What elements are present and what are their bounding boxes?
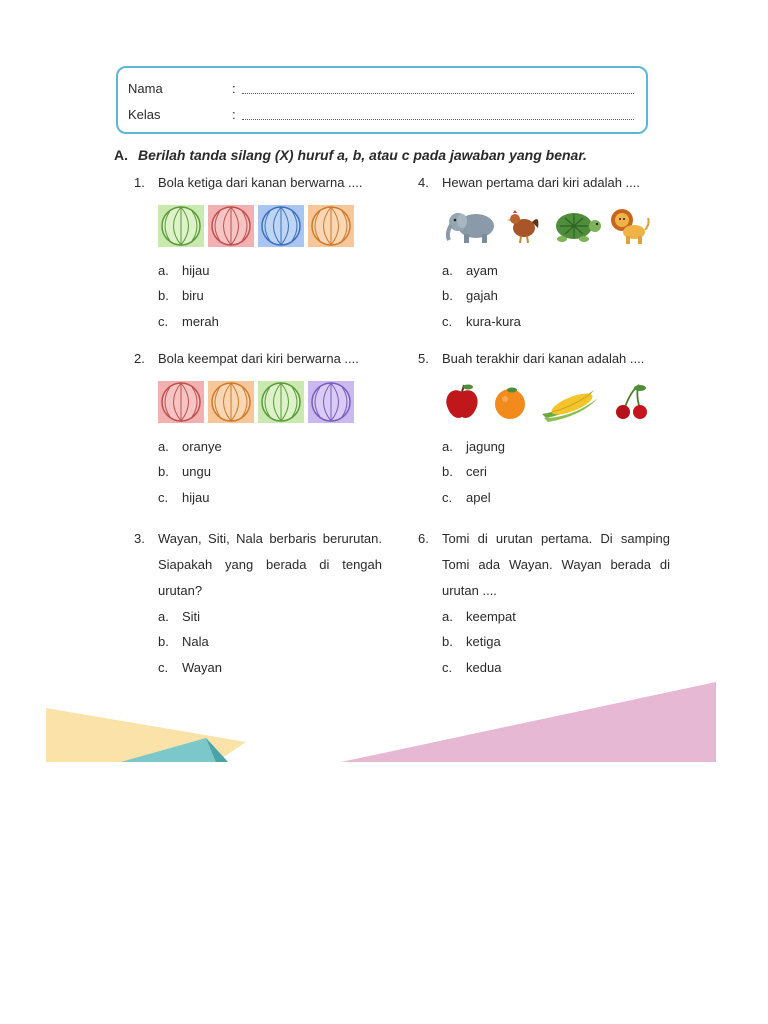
option-text: ceri (466, 464, 487, 480)
option-letter: b. (442, 634, 453, 650)
option-letter: b. (158, 288, 169, 304)
animal-pictures (442, 200, 670, 252)
option-c[interactable] (158, 485, 382, 511)
question-stem (134, 346, 382, 372)
section-instruction (114, 147, 587, 163)
question-stem (418, 526, 670, 604)
option-letter: b. (158, 464, 169, 480)
blue-ball-icon (258, 205, 304, 247)
nama-fill-line[interactable] (242, 83, 634, 94)
orange-ball-icon (308, 205, 354, 247)
option-text: hijau (182, 489, 210, 505)
nama-separator: : (232, 80, 236, 96)
option-letter: a. (442, 438, 453, 454)
question-6 (418, 526, 670, 681)
option-letter: b. (442, 288, 453, 304)
option-c[interactable] (158, 309, 382, 335)
pink-shape (341, 682, 716, 762)
option-text: keempat (466, 608, 516, 624)
option-letter: c. (158, 313, 169, 329)
nama-label: Nama (128, 80, 163, 96)
option-text: oranye (182, 438, 222, 454)
lion-icon (606, 206, 650, 246)
option-letter: c. (442, 489, 453, 505)
kelas-label: Kelas (128, 106, 161, 122)
question-2 (134, 346, 382, 511)
question-5 (418, 346, 670, 511)
question-text: Tomi di urutan pertama. Di samping Tomi ada Wayan. Wayan berada di urutan .... (442, 531, 670, 598)
option-b[interactable] (442, 630, 670, 656)
option-a[interactable] (442, 434, 670, 460)
instruction-text: Berilah tanda silang (X) huruf a, b, atau c pada jawaban yang benar. (138, 147, 587, 163)
kelas-fill-line[interactable] (242, 109, 634, 120)
answer-options (442, 604, 670, 681)
option-letter: c. (158, 659, 169, 675)
option-text: merah (182, 313, 219, 329)
option-text: kedua (466, 659, 502, 675)
turtle-icon (546, 206, 604, 246)
kelas-row (128, 103, 634, 125)
answer-options (442, 258, 670, 335)
option-text: biru (182, 288, 204, 304)
elephant-icon (442, 206, 502, 246)
option-b[interactable] (442, 284, 670, 310)
option-a[interactable] (158, 604, 382, 630)
question-number: 4. (418, 175, 429, 190)
option-letter: a. (158, 262, 169, 278)
option-text: kura-kura (466, 313, 521, 329)
option-b[interactable] (158, 460, 382, 486)
green-ball-icon (158, 205, 204, 247)
option-text: ketiga (466, 634, 501, 650)
option-a[interactable] (442, 604, 670, 630)
answer-options (158, 434, 382, 511)
option-b[interactable] (158, 284, 382, 310)
question-number: 6. (418, 531, 429, 546)
option-letter: b. (442, 464, 453, 480)
question-stem (418, 170, 670, 196)
question-text: Hewan pertama dari kiri adalah .... (442, 175, 640, 190)
option-letter: a. (158, 438, 169, 454)
apple-icon (442, 382, 482, 422)
question-1 (134, 170, 382, 335)
option-letter: c. (442, 313, 453, 329)
red-ball-icon (208, 205, 254, 247)
red-ball-icon (158, 381, 204, 423)
option-text: ayam (466, 262, 498, 278)
option-text: apel (466, 489, 491, 505)
option-text: Wayan (182, 659, 222, 675)
kelas-separator: : (232, 106, 236, 122)
question-stem (134, 526, 382, 604)
purple-ball-icon (308, 381, 354, 423)
option-letter: a. (442, 262, 453, 278)
ball-pictures (158, 376, 382, 428)
question-text: Bola keempat dari kiri berwarna .... (158, 351, 359, 366)
option-text: Nala (182, 634, 209, 650)
option-text: jagung (466, 438, 506, 454)
option-c[interactable] (442, 655, 670, 681)
question-number: 3. (134, 531, 145, 546)
rooster-icon (504, 206, 544, 246)
answer-options (158, 604, 382, 681)
option-letter: a. (442, 608, 453, 624)
identity-box (116, 66, 648, 134)
question-stem (418, 346, 670, 372)
question-number: 2. (134, 351, 145, 366)
section-number: A. (114, 147, 128, 163)
option-a[interactable] (442, 258, 670, 284)
question-text: Bola ketiga dari kanan berwarna .... (158, 175, 363, 190)
option-text: Siti (182, 608, 201, 624)
teal-shape (121, 738, 228, 762)
option-text: gajah (466, 288, 498, 304)
question-4 (418, 170, 670, 335)
dark-teal-shape (206, 738, 228, 762)
green-ball-icon (258, 381, 304, 423)
option-a[interactable] (158, 258, 382, 284)
question-3 (134, 526, 382, 681)
question-text: Wayan, Siti, Nala berbaris berurutan. Siapakah yang berada di tengah urutan? (158, 531, 382, 598)
option-text: hijau (182, 262, 210, 278)
option-letter: c. (158, 489, 169, 505)
option-c[interactable] (442, 309, 670, 335)
orange-fruit-icon (490, 382, 530, 422)
option-c[interactable] (158, 655, 382, 681)
option-c[interactable] (442, 485, 670, 511)
nama-row (128, 77, 634, 99)
question-stem (134, 170, 382, 196)
fruit-pictures (442, 376, 670, 428)
question-text: Buah terakhir dari kanan adalah .... (442, 351, 645, 366)
option-text: ungu (182, 464, 211, 480)
option-letter: b. (158, 634, 169, 650)
option-a[interactable] (158, 434, 382, 460)
option-b[interactable] (442, 460, 670, 486)
option-b[interactable] (158, 630, 382, 656)
orange-ball-icon (208, 381, 254, 423)
answer-options (442, 434, 670, 511)
answer-options (158, 258, 382, 335)
yellow-shape (46, 708, 246, 762)
option-letter: c. (442, 659, 453, 675)
option-letter: a. (158, 608, 169, 624)
ball-pictures (158, 200, 382, 252)
question-number: 5. (418, 351, 429, 366)
question-number: 1. (134, 175, 145, 190)
corn-icon (538, 382, 604, 422)
worksheet-page (46, 52, 716, 762)
cherry-icon (612, 382, 652, 422)
